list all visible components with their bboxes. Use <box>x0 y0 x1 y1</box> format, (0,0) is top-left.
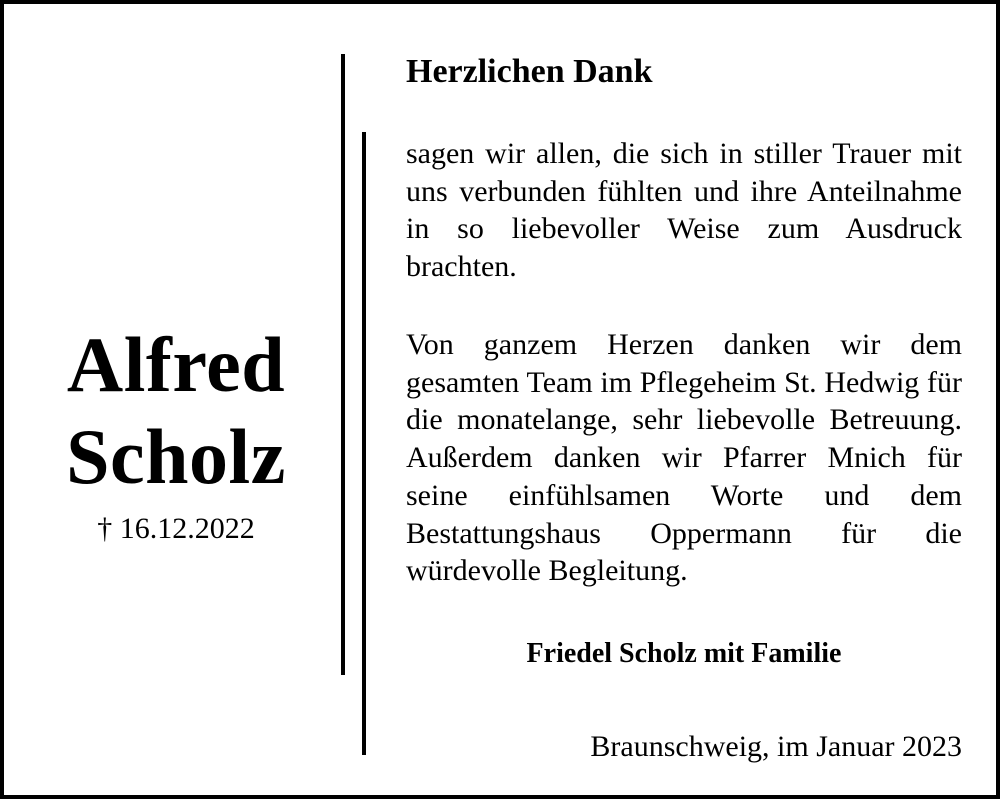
deceased-panel <box>4 4 344 803</box>
thanks-paragraph-1: sagen wir allen, die sich in stiller Trauer mit uns verbunden fühlten und ihre Anteilnahme in so liebevoller Weise zum Ausdruck brachten. <box>406 137 962 284</box>
notice-heading: Herzlichen Dank <box>406 53 653 90</box>
family-signature: Friedel Scholz mit Familie <box>526 638 842 669</box>
death-date: † 16.12.2022 <box>97 512 255 545</box>
deceased-last-name: Scholz <box>66 413 286 500</box>
divider-line-long <box>341 54 345 675</box>
place-and-date: Braunschweig, im Januar 2023 <box>590 730 962 763</box>
thanks-paragraph-2: Von ganzem Herzen danken wir dem gesamten Team im Pflegeheim St. Hedwig für die monatelange, sehr liebevolle Betreuung. Außerdem danken wir Pfarrer Mnich für seine einfühlsamen Worte und dem Bestattungshaus Oppermann für die würdevolle Begleitung. <box>406 328 962 588</box>
deceased-first-name: Alfred <box>66 321 286 408</box>
deceased-name-block <box>4 319 348 549</box>
divider-line-offset <box>362 132 366 755</box>
